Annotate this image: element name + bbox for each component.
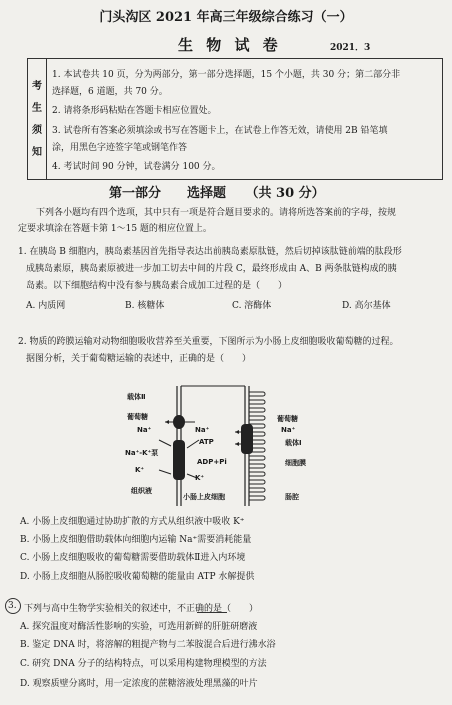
part1-title: 第一部分 选择题 （共 30 分） bbox=[109, 186, 325, 201]
q2-option-d: D. 小肠上皮细胞从肠腔吸收葡萄糖的能量由 ATP 水解提供 bbox=[20, 572, 255, 582]
label-cell-membrane: 细胞膜 bbox=[285, 459, 306, 467]
part1-intro-line: 定要求填涂在答题卡第 1～15 题的相应位置上。 bbox=[18, 224, 212, 234]
q1-option-d: D. 高尔基体 bbox=[342, 301, 391, 311]
q1-option-a: A. 内质网 bbox=[26, 301, 66, 311]
notice-line: 选择题，6 道题，共 70 分。 bbox=[52, 87, 168, 97]
notice-line: 4. 考试时间 90 分钟，试卷满分 100 分。 bbox=[52, 162, 221, 172]
label-carrier-1: 载体Ⅰ bbox=[285, 439, 302, 447]
notice-line: 1. 本试卷共 10 页，分为两部分，第一部分选择题，15 个小题，共 30 分；第二部分非 bbox=[52, 70, 401, 80]
label-adp-pi: ADP+Pi bbox=[197, 458, 227, 466]
q2-option-c: C. 小肠上皮细胞吸收的葡萄糖需要借助载体Ⅱ进入内环境 bbox=[20, 553, 246, 563]
glucose-transport-diagram bbox=[125, 384, 315, 506]
label-na-inside: Na⁺ bbox=[195, 426, 210, 434]
notice-side-char: 考 bbox=[32, 81, 42, 92]
label-na-lumen: Na⁺ bbox=[281, 426, 296, 434]
exam-subtitle: 生 物 试 卷 bbox=[178, 36, 282, 54]
q1-option-c: C. 溶酶体 bbox=[232, 301, 272, 311]
label-k-inside: K⁺ bbox=[195, 474, 205, 482]
notice-line: 2. 请将条形码粘贴在答题卡相应位置处。 bbox=[52, 106, 217, 116]
q2-option-a: A. 小肠上皮细胞通过协助扩散的方式从组织液中吸收 K⁺ bbox=[20, 517, 245, 527]
candidate-notice-box bbox=[27, 58, 443, 180]
label-glucose-lumen: 葡萄糖 bbox=[277, 415, 298, 423]
notice-line: 3. 试卷所有答案必须填涂或书写在答题卡上，在试卷上作答无效，请使用 2B 铅笔填 bbox=[52, 126, 388, 136]
notice-side-char: 生 bbox=[32, 103, 42, 114]
q1-stem-line: 岛素。以下细胞结构中没有参与胰岛素合成加工过程的是（ ） bbox=[26, 281, 288, 291]
q3-underline-mark bbox=[197, 612, 227, 613]
q2-option-b: B. 小肠上皮细胞借助载体向细胞内运输 Na⁺需要消耗能量 bbox=[20, 535, 252, 545]
q3-option-c: C. 研究 DNA 分子的结构特点，可以采用构建物理模型的方法 bbox=[20, 659, 267, 669]
label-na-outside: Na⁺ bbox=[137, 426, 152, 434]
q1-stem-line: 1. 在胰岛 B 细胞内，胰岛素基因首先指导表达出前胰岛素原肽链，然后切掉该肽链前端的肽段形 bbox=[18, 247, 402, 257]
label-na-k-pump: Na⁺-K⁺泵 bbox=[125, 449, 159, 457]
exam-date: 2021．3 bbox=[330, 43, 371, 53]
q2-stem-line: 2. 物质的跨膜运输对动物细胞吸收营养至关重要，下图所示为小肠上皮细胞吸收葡萄糖的过程。 bbox=[18, 337, 399, 347]
part1-intro-line: 下列各小题均有四个选项，其中只有一项是符合题目要求的。请将所选答案前的字母，按规 bbox=[36, 208, 397, 218]
q3-option-a: A. 探究温度对酶活性影响的实验，可选用新鲜的肝脏研磨液 bbox=[20, 622, 258, 632]
label-tissue-fluid: 组织液 bbox=[131, 487, 152, 495]
q3-option-d: D. 观察质壁分离时，用一定浓度的蔗糖溶液处理黑藻的叶片 bbox=[20, 679, 258, 689]
notice-side-label bbox=[28, 59, 47, 179]
label-k-outside: K⁺ bbox=[135, 466, 145, 474]
label-intestinal-lumen: 肠腔 bbox=[285, 493, 299, 501]
q3-option-b: B. 鉴定 DNA 时，将溶解的粗提产物与二苯胺混合后进行沸水浴 bbox=[20, 640, 276, 650]
q3-stem: 下列与高中生物学实验相关的叙述中，不正确的是（ ） bbox=[24, 604, 259, 614]
q1-option-b: B. 核糖体 bbox=[125, 301, 165, 311]
label-epithelial-cell: 小肠上皮细胞 bbox=[183, 493, 225, 501]
exam-title: 门头沟区 2021 年高三年级综合练习（一） bbox=[99, 10, 353, 25]
notice-line: 涂，用黑色字迹签字笔或钢笔作答 bbox=[52, 143, 188, 153]
label-atp: ATP bbox=[199, 438, 214, 446]
q3-number: 3. bbox=[8, 601, 17, 611]
label-carrier-2: 载体Ⅱ bbox=[127, 393, 146, 401]
notice-side-char: 知 bbox=[32, 147, 42, 158]
notice-side-char: 须 bbox=[32, 125, 42, 136]
q1-stem-line: 成胰岛素原，胰岛素原被进一步加工切去中间的片段 C，最终形成由 A、B 两条肽链构成的胰 bbox=[26, 264, 397, 274]
q2-stem-line: 据图分析，关于葡萄糖运输的表述中，正确的是（ ） bbox=[26, 354, 252, 364]
label-glucose-basolateral: 葡萄糖 bbox=[127, 413, 148, 421]
